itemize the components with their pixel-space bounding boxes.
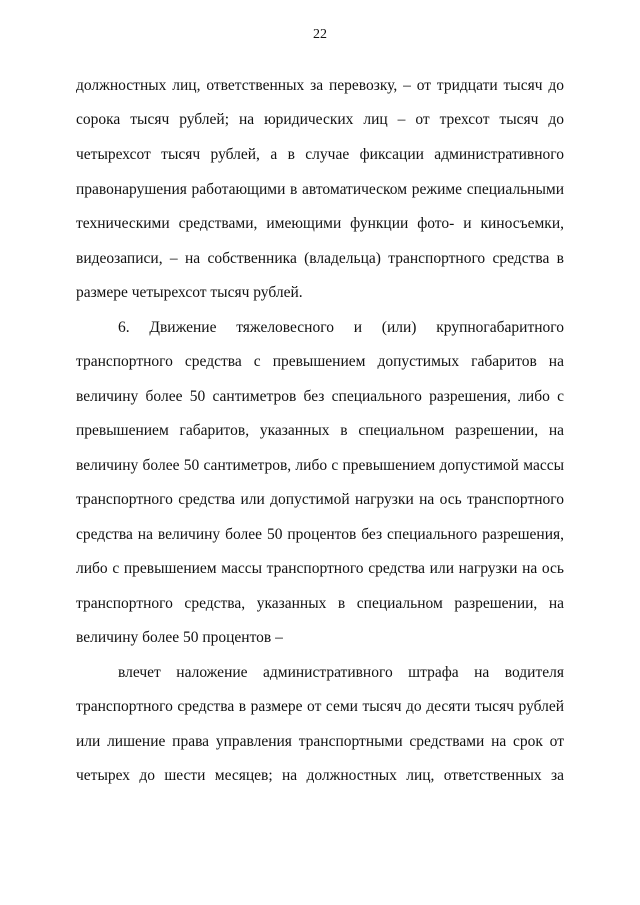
text-line: влечет наложение административного штрафа на водителя xyxy=(118,664,564,681)
text-line: транспортного средства, указанных в специальном разрешении, на xyxy=(76,595,564,612)
text-line: или лишение права управления транспортными средствами на срок от xyxy=(76,733,564,750)
text-line: 6. Движение тяжеловесного и (или) крупногабаритного xyxy=(118,319,564,336)
text-line: должностных лиц, ответственных за перевозку, – от тридцати тысяч до xyxy=(76,77,564,94)
text-line: четырех до шести месяцев; на должностных лиц, ответственных за xyxy=(76,767,564,784)
text-line: превышением габаритов, указанных в специальном разрешении, на xyxy=(76,422,564,439)
text-line: техническими средствами, имеющими функции фото- и киносъемки, xyxy=(76,215,564,232)
text-line: величину более 50 сантиметров без специального разрешения, либо с xyxy=(76,388,564,405)
text-line: транспортного средства или допустимой нагрузки на ось транспортного xyxy=(76,491,564,508)
page-number: 22 xyxy=(313,27,327,42)
text-line: четырехсот тысяч рублей, а в случае фиксации административного xyxy=(76,146,564,163)
text-line: правонарушения работающими в автоматическом режиме специальными xyxy=(76,181,564,198)
text-line: величину более 50 сантиметров, либо с превышением допустимой массы xyxy=(76,457,564,474)
text-line: величину более 50 процентов – xyxy=(76,629,283,646)
text-line: либо с превышением массы транспортного средства или нагрузки на ось xyxy=(76,560,564,577)
text-line: транспортного средства в размере от семи тысяч до десяти тысяч рублей xyxy=(76,698,564,715)
text-line: средства на величину более 50 процентов без специального разрешения, xyxy=(76,526,564,543)
text-line: сорока тысяч рублей; на юридических лиц – от трехсот тысяч до xyxy=(76,111,564,128)
text-line: размере четырехсот тысяч рублей. xyxy=(76,284,303,301)
text-line: транспортного средства с превышением допустимых габаритов на xyxy=(76,353,564,370)
text-line: видеозаписи, – на собственника (владельца) транспортного средства в xyxy=(76,250,564,267)
